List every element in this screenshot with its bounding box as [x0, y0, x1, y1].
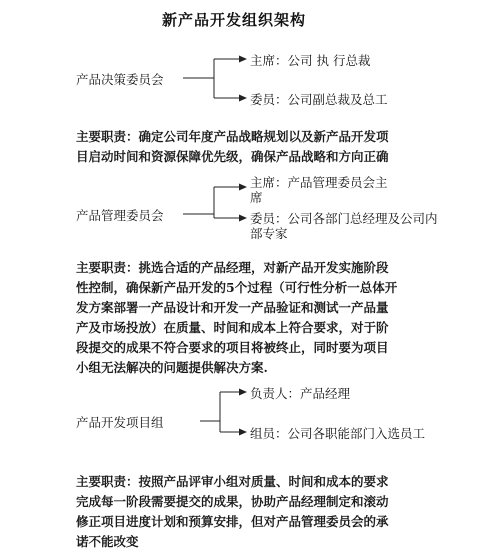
arrow-head: [239, 429, 247, 436]
duty-paragraph: [76, 258, 448, 378]
node-line: 委员：公司各部门总经理及公司内: [250, 211, 438, 226]
duty-line: 发方案部署一产品设计和开发一产品验证和测试一产品量: [76, 300, 389, 315]
arrow-head: [239, 215, 247, 222]
arrow-head: [239, 184, 247, 191]
node-line: 部专家: [250, 226, 288, 241]
duty-line: 修正项目进度计划和预算安排，但对产品管理委员会的承: [76, 514, 389, 529]
org-unit-decision-committee: 产品决策委员会: [76, 72, 164, 87]
node-chairman: 主席：公司 执 行总裁: [250, 53, 371, 68]
org-unit-project-team: 产品开发项目组: [76, 415, 164, 430]
duty-paragraph: [76, 472, 448, 552]
org-unit-management-committee: 产品管理委员会: [76, 208, 164, 223]
duty-line: 目启动时间和资源保障优先级，确保产品战略和方向正确: [76, 149, 389, 164]
node-members: [250, 211, 438, 241]
duty-line: 小组无法解决的问题提供解决方案.: [76, 360, 268, 375]
arrow-head: [239, 95, 247, 102]
arrow-head: [239, 389, 247, 396]
node-members: 委员：公司副总裁及总工: [250, 92, 388, 107]
node-members: 组员：公司各职能部门入选员工: [250, 426, 426, 441]
node-line: 主席：产品管理委员会主: [250, 175, 388, 190]
node-chairman: [250, 175, 388, 205]
page-title: 新产品开发组织架构: [162, 11, 307, 29]
arrow-head: [239, 56, 247, 63]
duty-line: 主要职责：按照产品评审小组对质量、时间和成本的要求: [76, 474, 389, 489]
duty-line: 诺不能改变: [76, 534, 139, 549]
node-line: 席: [250, 190, 263, 205]
duty-line: 段提交的成果不符合要求的项目将被终止，同时要为项目: [76, 340, 389, 355]
duty-line: 主要职责：确定公司年度产品战略规划以及新产品开发项: [76, 129, 389, 144]
duty-line: 主要职责：挑选合适的产品经理，对新产品开发实施阶段: [76, 260, 389, 275]
duty-line: 产及市场投放）在质量、时间和成本上符合要求，对于阶: [76, 320, 389, 335]
duty-line: 完成每一阶段需要提交的成果，协助产品经理制定和滚动: [76, 494, 389, 509]
duty-line: 性控制，确保新产品开发的5个过程（可行性分析一总体开: [76, 280, 398, 295]
node-leader: 负责人：产品经理: [250, 386, 351, 401]
duty-paragraph: [76, 127, 448, 167]
